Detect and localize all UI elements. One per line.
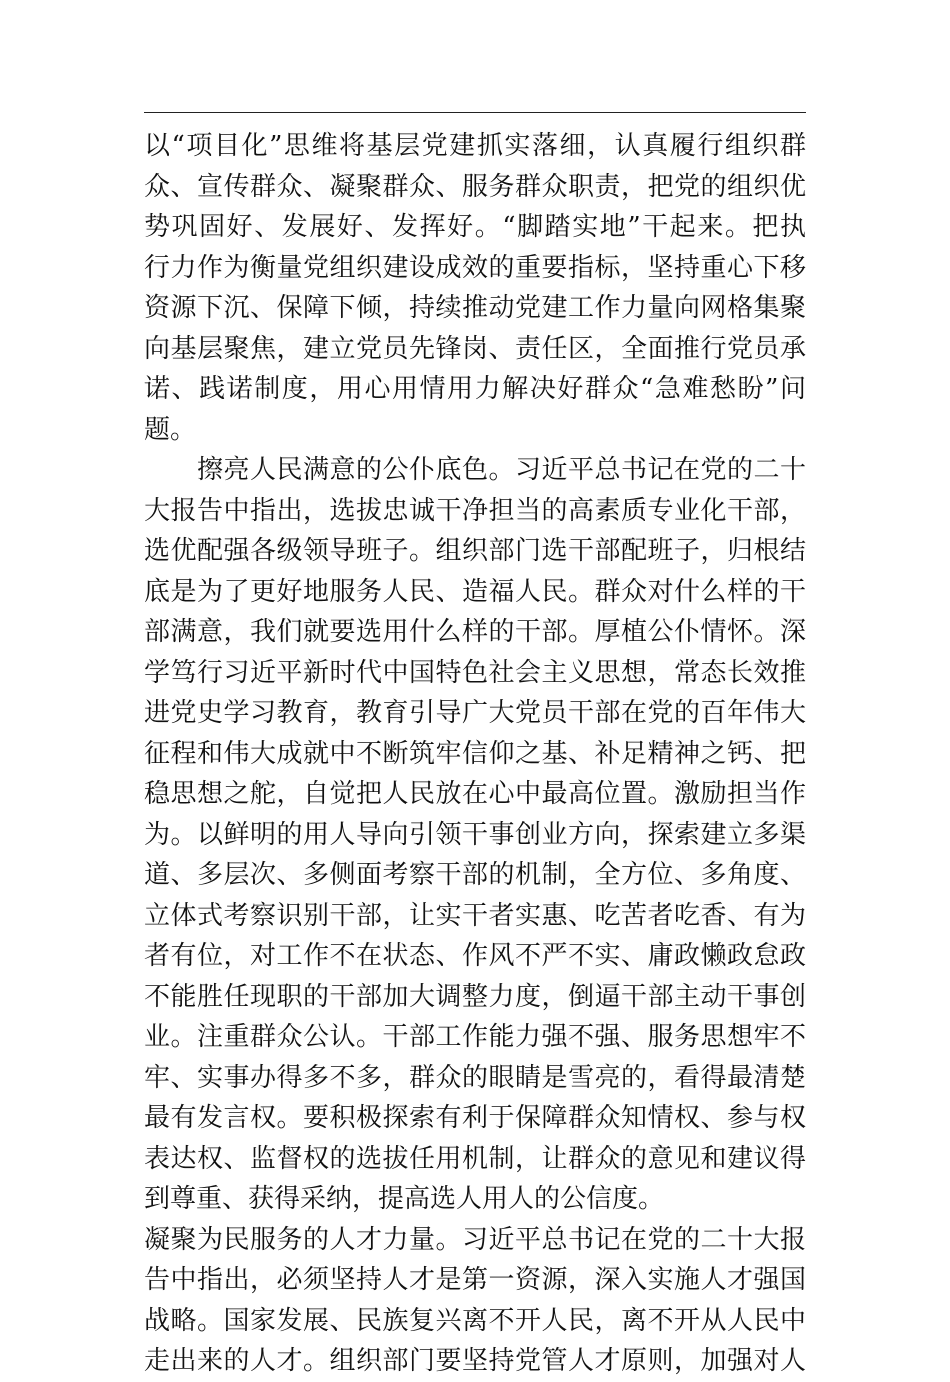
header-rule — [144, 112, 806, 113]
text-line: 最有发言权。要积极探索有利于保障群众知情权、参与权 — [144, 1103, 806, 1133]
text-line: 表达权、监督权的选拔任用机制，让群众的意见和建议得 — [144, 1143, 806, 1174]
text-line: 以“项目化”思维将基层党建抓实落细，认真履行组织群 — [144, 131, 806, 161]
text-line: 道、多层次、多侧面考察干部的机制，全方位、多角度、 — [144, 860, 806, 890]
text-line: 擦亮人民满意的公仆底色。习近平总书记在党的二十 — [197, 455, 806, 485]
text-line: 立体式考察识别干部，让实干者实惠、吃苦者吃香、有为 — [144, 900, 806, 931]
text-line: 告中指出，必须坚持人才是第一资源，深入实施人才强国 — [144, 1265, 806, 1295]
text-line: 资源下沉、保障下倾，持续推动党建工作力量向网格集聚 — [144, 293, 806, 323]
text-line: 进党史学习教育，教育引导广大党员干部在党的百年伟大 — [144, 698, 806, 728]
text-line: 势巩固好、发展好、发挥好。“脚踏实地”干起来。把执 — [144, 212, 806, 242]
text-line: 底是为了更好地服务人民、造福人民。群众对什么样的干 — [144, 576, 806, 607]
text-line: 不能胜任现职的干部加大调整力度，倒逼干部主动干事创 — [144, 981, 806, 1012]
text-line: 题。 — [144, 414, 197, 445]
text-line: 者有位，对工作不在状态、作风不严不实、庸政懒政怠政 — [144, 941, 806, 971]
text-line: 征程和伟大成就中不断筑牢信仰之基、补足精神之钙、把 — [144, 738, 806, 769]
text-line: 为。以鲜明的用人导向引领干事创业方向，探索建立多渠 — [144, 819, 806, 850]
text-line: 走出来的人才。组织部门要坚持党管人才原则，加强对人 — [144, 1346, 806, 1376]
text-line: 到尊重、获得采纳，提高选人用人的公信度。 — [144, 1184, 665, 1214]
text-line: 牢、实事办得多不多，群众的眼睛是雪亮的，看得最清楚 — [144, 1062, 806, 1093]
text-line: 凝聚为民服务的人才力量。习近平总书记在党的二十大报 — [144, 1224, 806, 1255]
text-line: 大报告中指出，选拔忠诚干净担当的高素质专业化干部， — [144, 495, 806, 526]
text-line: 行力作为衡量党组织建设成效的重要指标，坚持重心下移 — [144, 252, 806, 283]
text-line: 学笃行习近平新时代中国特色社会主义思想，常态长效推 — [144, 657, 806, 688]
text-line: 稳思想之舵，自觉把人民放在心中最高位置。激励担当作 — [144, 779, 806, 809]
document-body — [144, 126, 806, 1382]
text-line: 选优配强各级领导班子。组织部门选干部配班子，归根结 — [144, 536, 806, 566]
text-line: 诺、践诺制度，用心用情用力解决好群众“急难愁盼”问 — [144, 374, 806, 404]
text-line: 部满意，我们就要选用什么样的干部。厚植公仆情怀。深 — [144, 617, 806, 647]
text-line: 向基层聚焦，建立党员先锋岗、责任区，全面推行党员承 — [144, 333, 806, 364]
text-line: 业。注重群众公认。干部工作能力强不强、服务思想牢不 — [144, 1022, 806, 1052]
text-line: 众、宣传群众、凝聚群众、服务群众职责，把党的组织优 — [144, 171, 806, 202]
text-line: 战略。国家发展、民族复兴离不开人民，离不开从人民中 — [144, 1305, 806, 1336]
